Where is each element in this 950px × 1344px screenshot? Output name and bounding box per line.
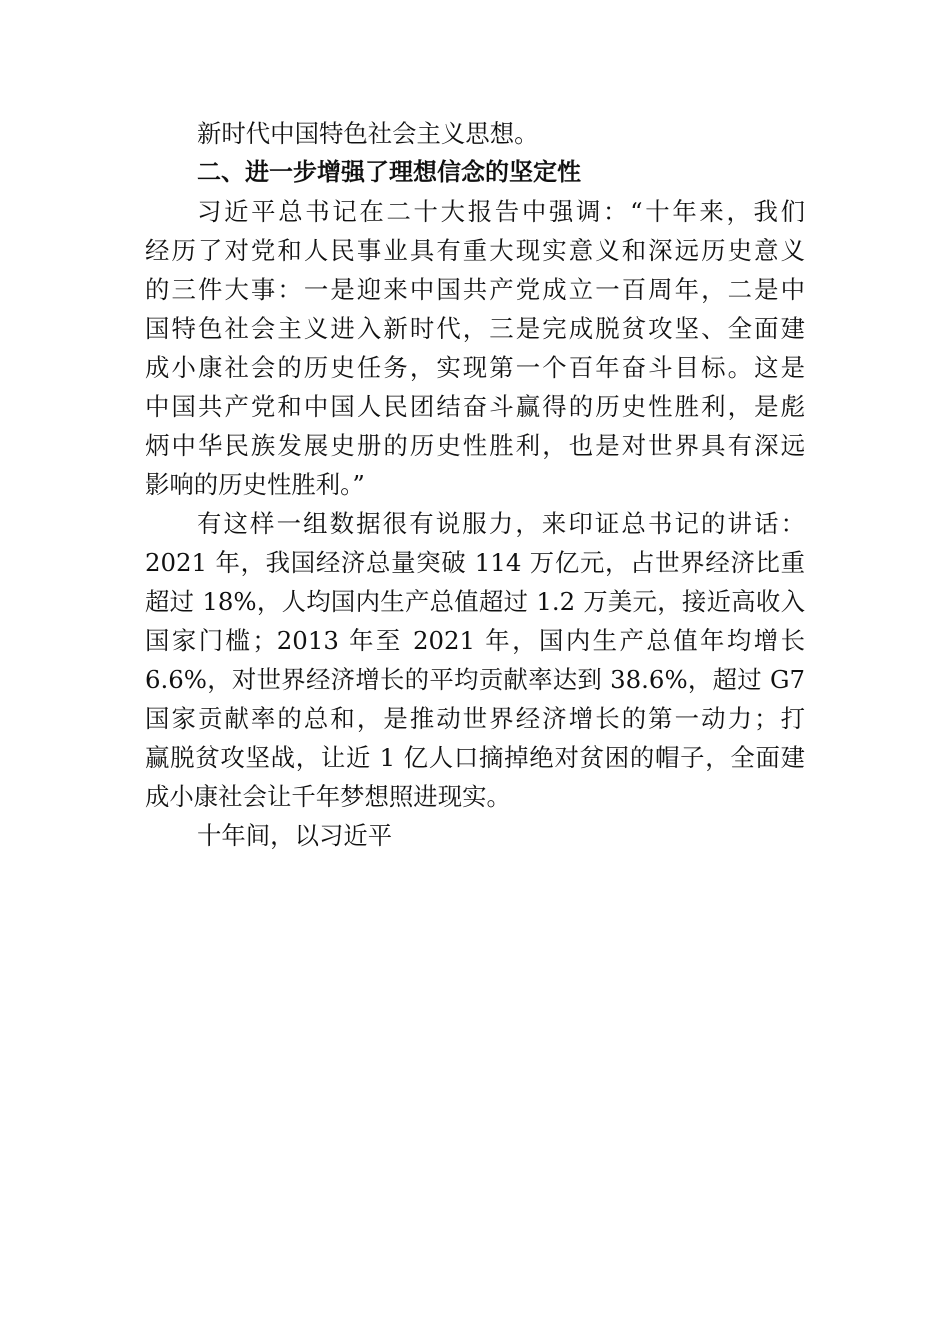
- text-line: 6.6%，对世界经济增长的平均贡献率达到 38.6%，超过 G7: [145, 665, 805, 694]
- text-line: 经历了对党和人民事业具有重大现实意义和深远历史意义: [145, 236, 805, 265]
- text-line: 的三件大事：一是迎来中国共产党成立一百周年，二是中: [145, 275, 805, 304]
- text-line: 习近平总书记在二十大报告中强调：“十年来，我们: [197, 197, 805, 226]
- text-line: 国家门槛；2013 年至 2021 年，国内生产总值年均增长: [145, 626, 805, 655]
- text-line: 国特色社会主义进入新时代，三是完成脱贫攻坚、全面建: [145, 314, 805, 343]
- text-line: 影响的历史性胜利。”: [145, 470, 365, 499]
- text-line: 超过 18%，人均国内生产总值超过 1.2 万美元，接近高收入: [145, 587, 805, 616]
- text-line: 炳中华民族发展史册的历史性胜利，也是对世界具有深远: [145, 431, 805, 460]
- text-line: 有这样一组数据很有说服力，来印证总书记的讲话：: [197, 509, 805, 538]
- section-heading: 二、进一步增强了理想信念的坚定性: [197, 158, 581, 186]
- text-line: 十年间，以习近平: [197, 821, 393, 850]
- document-page: [145, 114, 805, 855]
- text-line: 2021 年，我国经济总量突破 114 万亿元，占世界经济比重: [145, 548, 805, 577]
- text-line: 成小康社会的历史任务，实现第一个百年奋斗目标。这是: [145, 353, 805, 382]
- text-line: 国家贡献率的总和，是推动世界经济增长的第一动力；打: [145, 704, 805, 733]
- text-line: 赢脱贫攻坚战，让近 1 亿人口摘掉绝对贫困的帽子，全面建: [145, 743, 805, 772]
- text-line: 新时代中国特色社会主义思想。: [197, 119, 539, 148]
- text-line: 成小康社会让千年梦想照进现实。: [145, 782, 511, 811]
- text-line: 中国共产党和中国人民团结奋斗赢得的历史性胜利，是彪: [145, 392, 805, 421]
